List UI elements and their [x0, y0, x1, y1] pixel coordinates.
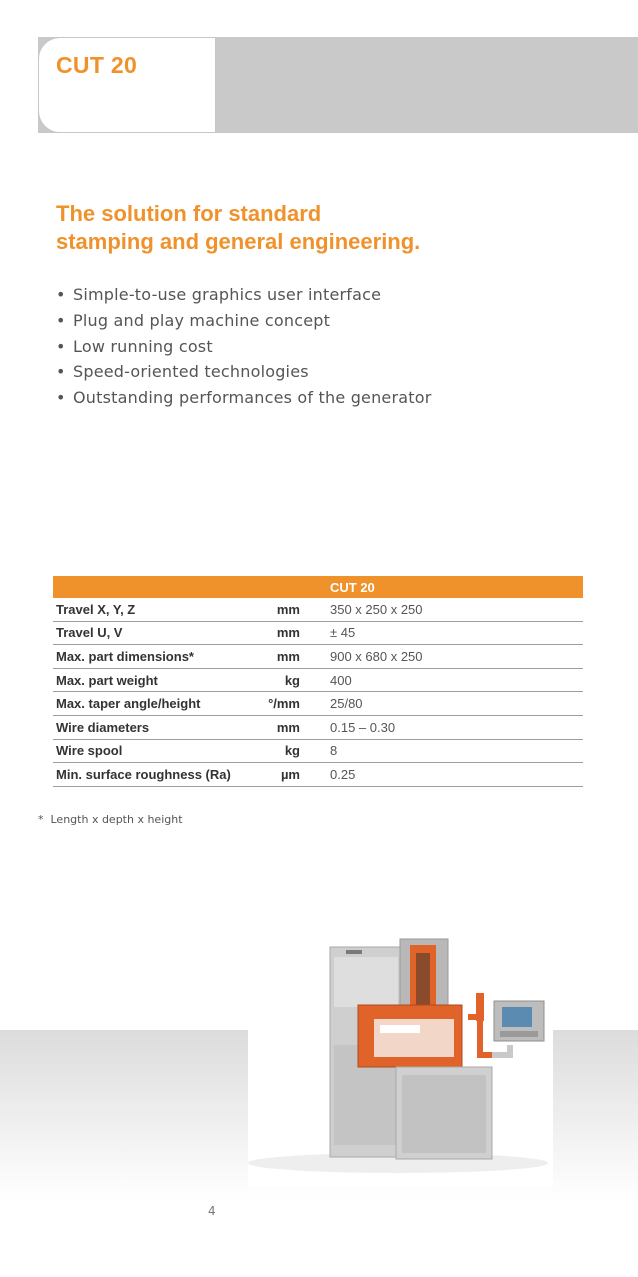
- page-title: CUT 20: [56, 52, 138, 78]
- bullet-icon: •: [56, 285, 66, 304]
- footnote: [38, 813, 183, 826]
- feature-item: • Speed-oriented technologies: [56, 359, 432, 385]
- spec-param: Wire spool: [53, 739, 252, 763]
- table-row: [53, 645, 583, 669]
- page-number: 4: [208, 1204, 216, 1218]
- bullet-icon: •: [56, 336, 66, 356]
- spec-column-header: CUT 20: [330, 576, 583, 598]
- footnote-text: Length x depth x height: [50, 813, 183, 826]
- feature-item: • Plug and play machine concept: [56, 308, 432, 334]
- bullet-icon: •: [56, 310, 66, 330]
- spec-unit: mm: [252, 715, 330, 739]
- spec-unit: °/mm: [252, 692, 330, 716]
- footnote-star: *: [38, 813, 44, 826]
- table-row: [53, 598, 583, 621]
- table-row: [53, 692, 583, 716]
- spec-param: Min. surface roughness (Ra): [53, 763, 252, 787]
- headline-line-1: The solution for standard: [56, 201, 322, 226]
- feature-item: • Simple-to-use graphics user interface: [56, 282, 432, 308]
- spec-param: Max. part dimensions*: [53, 645, 252, 669]
- spec-value: ± 45: [330, 621, 583, 645]
- feature-item: • Outstanding performances of the generator: [56, 385, 432, 411]
- spec-value: 900 x 680 x 250: [330, 645, 583, 669]
- table-row: [53, 739, 583, 763]
- headline-line-2: stamping and general engineering.: [56, 229, 421, 254]
- spec-value: 25/80: [330, 692, 583, 716]
- spec-table: [53, 576, 583, 787]
- spec-param: Travel U, V: [53, 621, 252, 645]
- spec-table-header-row: [53, 576, 583, 598]
- table-row: [53, 621, 583, 645]
- table-row: [53, 668, 583, 692]
- spec-param: Max. taper angle/height: [53, 692, 252, 716]
- spec-unit: mm: [252, 621, 330, 645]
- machine-image: [248, 935, 553, 1187]
- feature-list: [56, 282, 432, 411]
- spec-param: Wire diameters: [53, 715, 252, 739]
- spec-param: Max. part weight: [53, 668, 252, 692]
- table-row: [53, 715, 583, 739]
- headline: [56, 200, 526, 256]
- spec-value: 400: [330, 668, 583, 692]
- spec-unit: kg: [252, 668, 330, 692]
- spec-unit: kg: [252, 739, 330, 763]
- spec-value: 0.25: [330, 763, 583, 787]
- bullet-icon: •: [56, 362, 66, 382]
- spec-param: Travel X, Y, Z: [53, 598, 252, 621]
- bullet-icon: •: [56, 388, 66, 408]
- table-row: [53, 763, 583, 787]
- feature-item: • Low running cost: [56, 334, 432, 360]
- spec-unit: mm: [252, 645, 330, 669]
- spec-unit: µm: [252, 763, 330, 787]
- spec-value: 350 x 250 x 250: [330, 598, 583, 621]
- spec-unit: mm: [252, 598, 330, 621]
- spec-value: 0.15 – 0.30: [330, 715, 583, 739]
- edm-machine-illustration: [248, 935, 553, 1187]
- spec-value: 8: [330, 739, 583, 763]
